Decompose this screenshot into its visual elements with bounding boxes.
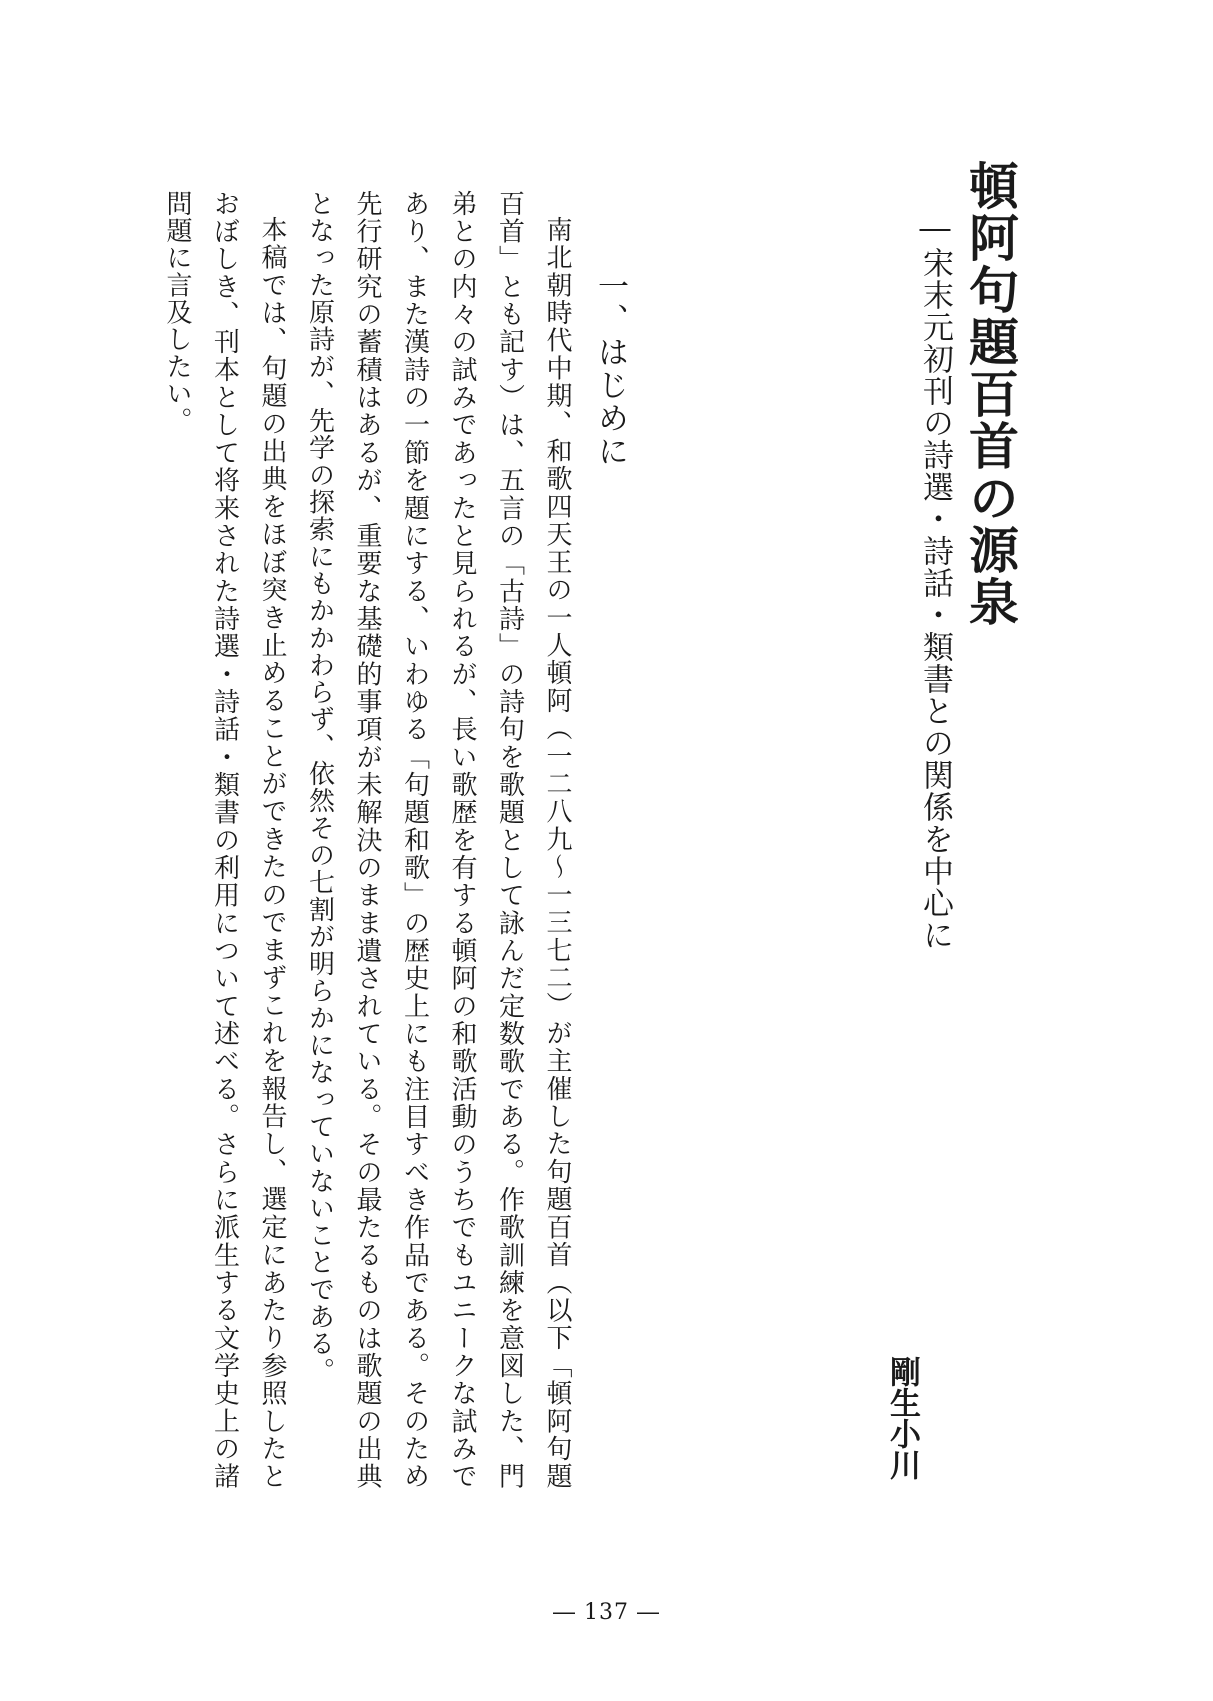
paragraph: 南北朝時代中期、和歌四天王の一人頓阿（一二八九〜一三七二）が主催した句題百首（以下「頓阿句題百首」とも記す）は、五言の「古詩」の詩句を歌題として詠んだ定数歌である。作歌訓練を意図した、門弟との内々の試みであったと見られるが、長い歌歴を有する頓阿の和歌活動のうちでもユニークな試みであり、また漢詩の一節を題にする、いわゆる「句題和歌」の歴史上にも注目すべき作品である。そのため先行研究の蓄積はあるが、重要な基礎的事項が未解決のまま遺されている。その最たるものは歌題の出典となった原詩が、先学の探索にもかかわらず、依然その七割が明らかになっていないことである。 — [304, 190, 572, 1490]
article-subtitle: ―宋末元初刊の詩選・詩話・類書との関係を中心に — [917, 210, 953, 951]
section-heading: 一、はじめに — [592, 270, 628, 468]
author-name — [842, 1290, 922, 1480]
page-number: ― 137 ― — [553, 1600, 660, 1625]
article-title: 頓阿句題百首の源泉 — [961, 160, 1020, 628]
author-family-name: 小川 — [884, 1418, 920, 1480]
paragraph: 本稿では、句題の出典をほぼ突き止めることができたのでまずこれを報告し、選定にあたり参照したとおぼしき、刊本として将来された詩選・詩話・類書の利用について述べる。さらに派生する文学史上の諸問題に言及したい。 — [162, 190, 287, 1490]
author-given-name: 剛生 — [884, 1356, 920, 1418]
body-text — [162, 190, 580, 1490]
